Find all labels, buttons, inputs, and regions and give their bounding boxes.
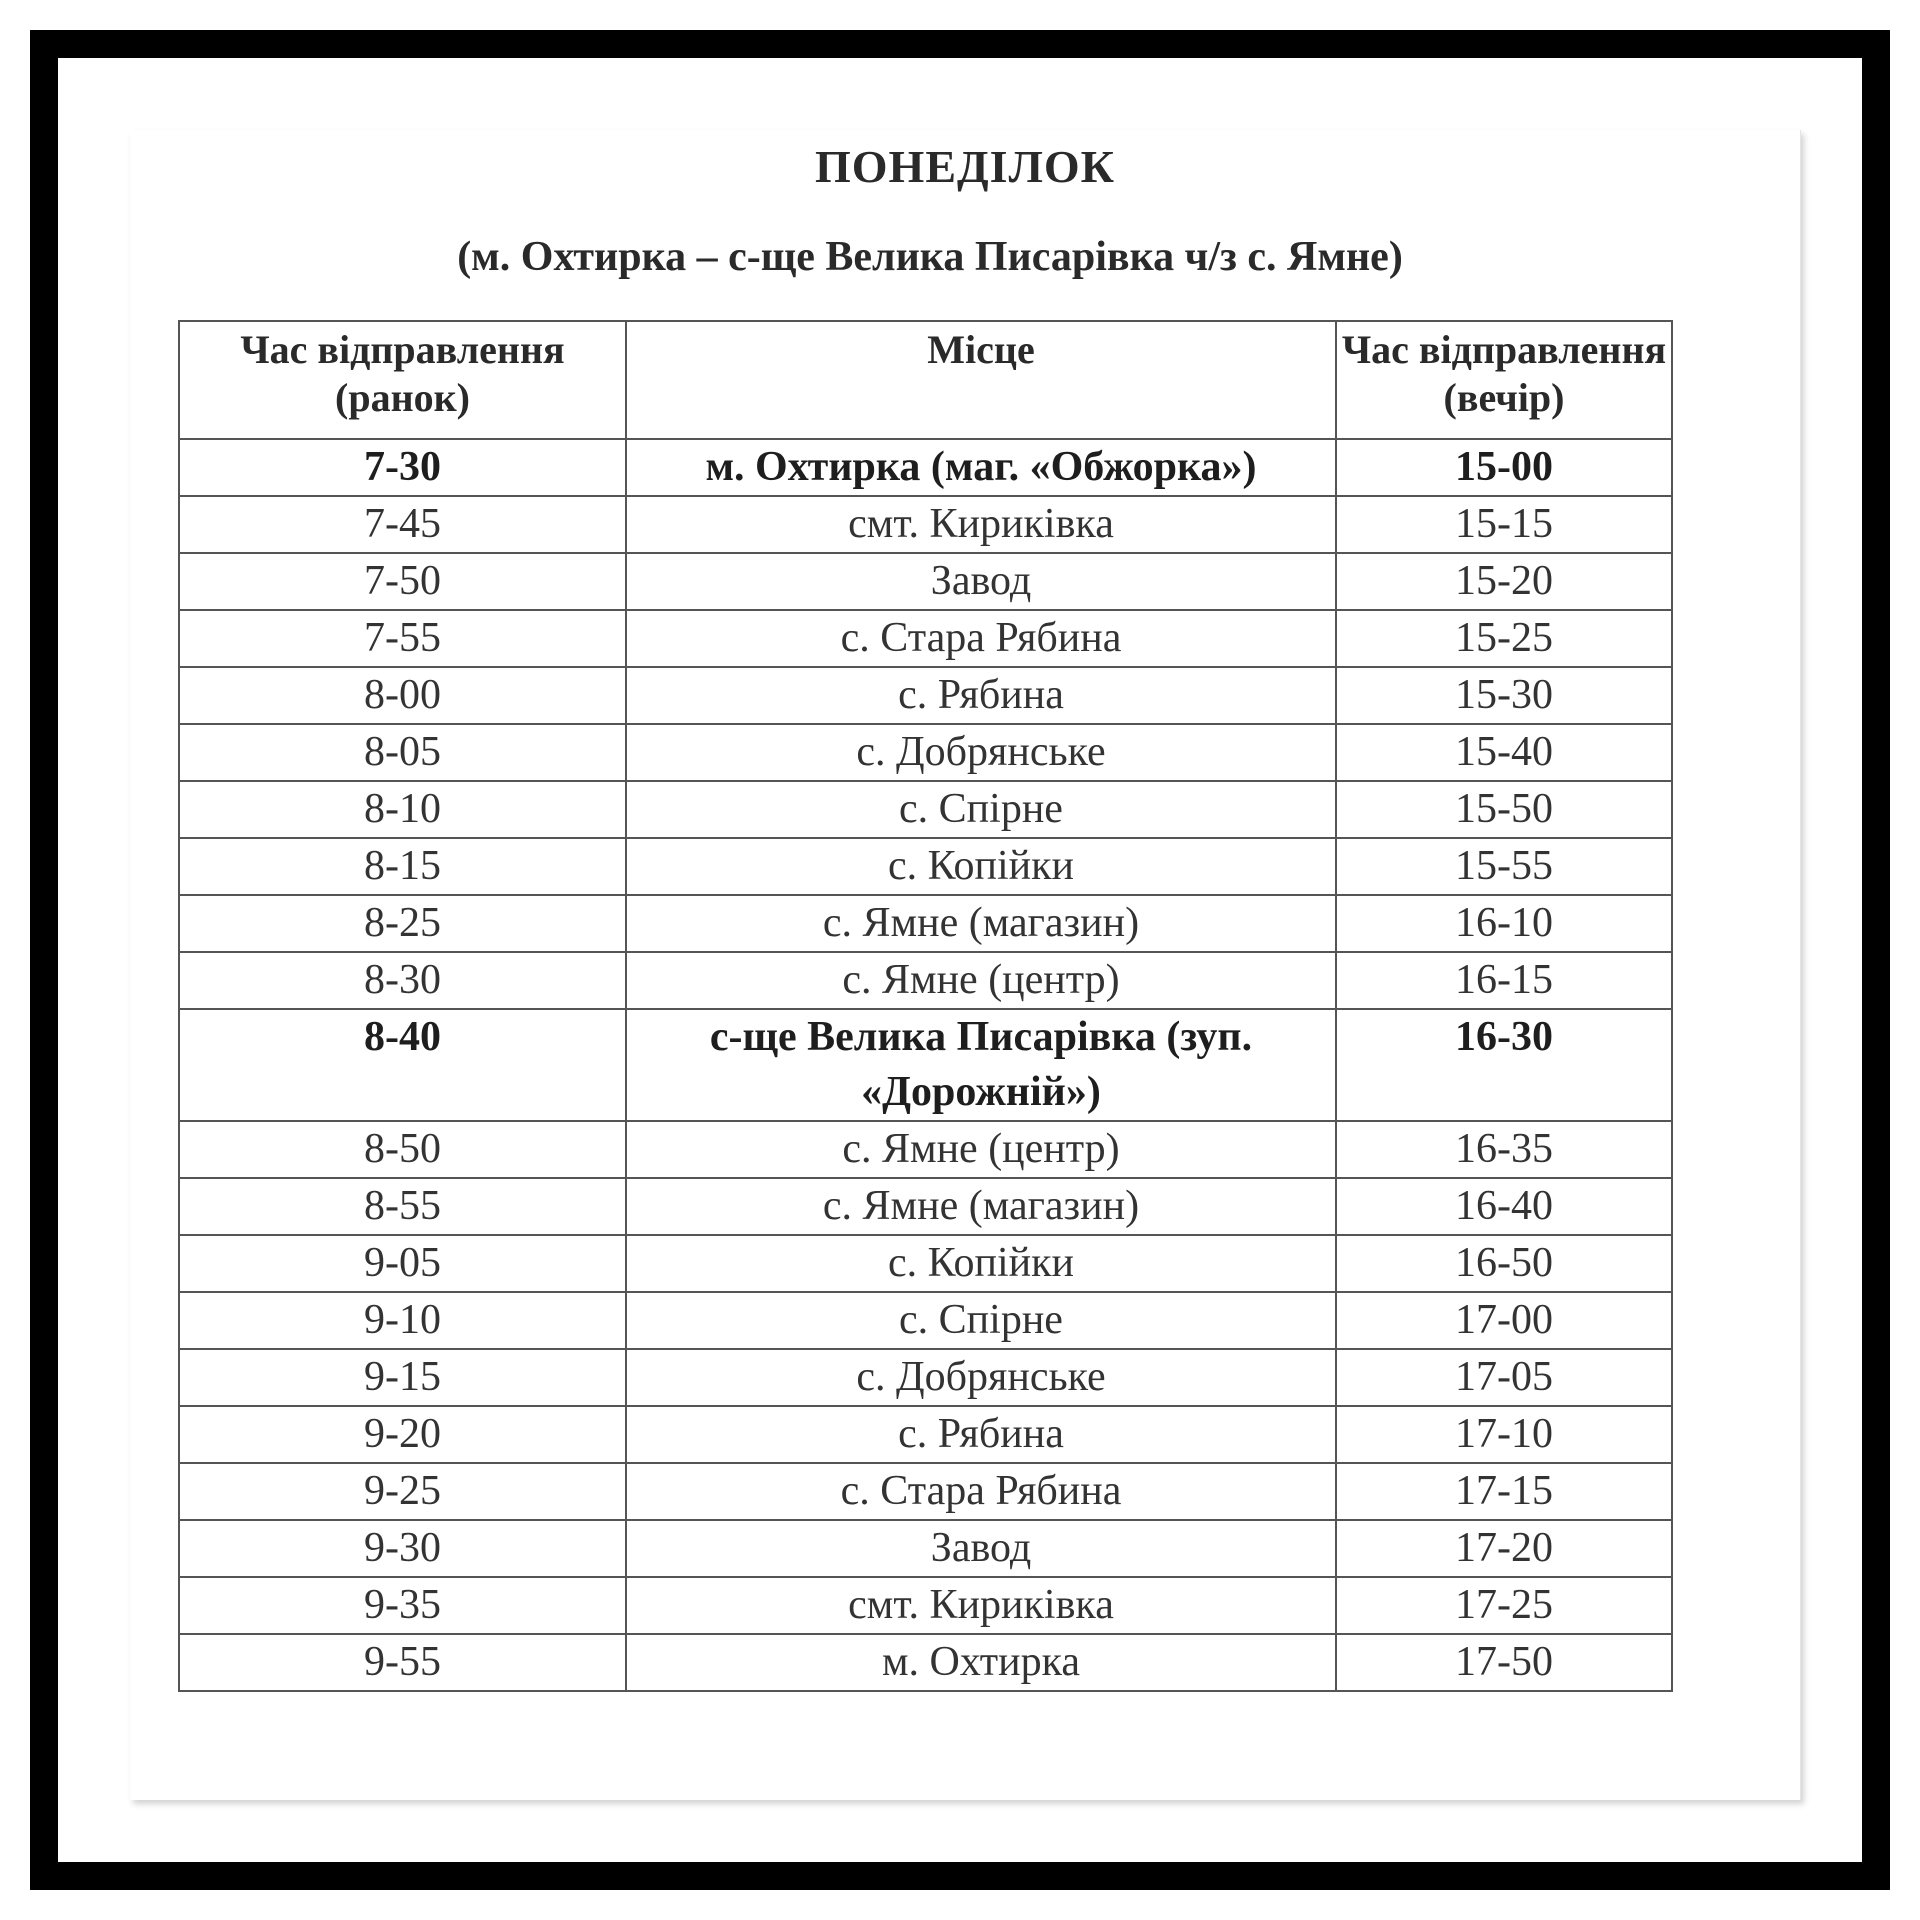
evening-time-cell: 15-30 [1336,667,1672,724]
place-cell: Завод [626,1520,1336,1577]
evening-time-cell: 17-10 [1336,1406,1672,1463]
place-cell: с. Ямне (центр) [626,1121,1336,1178]
table-row [179,724,1672,781]
table-row [179,781,1672,838]
schedule-table [178,320,1673,1692]
morning-time-cell: 8-55 [179,1178,626,1235]
evening-time-cell: 17-25 [1336,1577,1672,1634]
table-row [179,610,1672,667]
evening-time-cell: 16-50 [1336,1235,1672,1292]
table-row [179,1235,1672,1292]
table-row [179,439,1672,496]
morning-time-cell: 9-20 [179,1406,626,1463]
evening-time-cell: 16-10 [1336,895,1672,952]
evening-time-cell: 15-25 [1336,610,1672,667]
place-cell: смт. Кириківка [626,1577,1336,1634]
morning-time-cell: 8-25 [179,895,626,952]
morning-time-cell: 8-00 [179,667,626,724]
morning-time-cell: 9-05 [179,1235,626,1292]
morning-time-cell: 9-35 [179,1577,626,1634]
evening-time-cell: 15-50 [1336,781,1672,838]
place-cell: смт. Кириківка [626,496,1336,553]
evening-time-cell: 16-35 [1336,1121,1672,1178]
morning-time-cell: 8-15 [179,838,626,895]
evening-time-cell: 15-20 [1336,553,1672,610]
evening-time-cell: 17-20 [1336,1520,1672,1577]
table-row [179,1009,1672,1121]
place-cell: Завод [626,553,1336,610]
header-place: Місце [626,321,1336,439]
schedule-document [130,130,1801,1800]
morning-time-cell: 7-55 [179,610,626,667]
morning-time-cell: 9-30 [179,1520,626,1577]
route-subtitle: (м. Охтирка – с-ще Велика Писарівка ч/з с. Ямне) [457,234,1403,280]
morning-time-cell: 7-30 [179,439,626,496]
evening-time-cell: 16-15 [1336,952,1672,1009]
evening-time-cell: 15-15 [1336,496,1672,553]
morning-time-cell: 7-50 [179,553,626,610]
evening-time-cell: 17-50 [1336,1634,1672,1691]
table-row [179,1520,1672,1577]
evening-time-cell: 17-15 [1336,1463,1672,1520]
place-cell: м. Охтирка (маг. «Обжорка») [626,439,1336,496]
evening-time-cell: 17-05 [1336,1349,1672,1406]
evening-time-cell: 17-00 [1336,1292,1672,1349]
page-title: ПОНЕДІЛОК [815,141,1115,192]
table-row [179,1406,1672,1463]
evening-time-cell: 15-00 [1336,439,1672,496]
morning-time-cell: 9-10 [179,1292,626,1349]
place-cell: с. Спірне [626,1292,1336,1349]
morning-time-cell: 8-50 [179,1121,626,1178]
place-cell: с. Копійки [626,838,1336,895]
place-cell: с. Спірне [626,781,1336,838]
morning-time-cell: 8-40 [179,1009,626,1121]
place-cell: с. Ямне (магазин) [626,895,1336,952]
morning-time-cell: 9-15 [179,1349,626,1406]
table-row [179,1463,1672,1520]
place-cell: с. Рябина [626,1406,1336,1463]
table-row [179,496,1672,553]
evening-time-cell: 15-55 [1336,838,1672,895]
place-cell: с. Рябина [626,667,1336,724]
header-morning: Час відправлення (ранок) [179,321,626,439]
table-row [179,1292,1672,1349]
place-cell: с. Добрянське [626,724,1336,781]
table-row [179,1634,1672,1691]
header-evening: Час відправлення (вечір) [1336,321,1672,439]
table-row [179,1577,1672,1634]
place-cell: м. Охтирка [626,1634,1336,1691]
table-row [179,553,1672,610]
evening-time-cell: 16-30 [1336,1009,1672,1121]
place-cell: с-ще Велика Писарівка (зуп. «Дорожній») [626,1009,1336,1121]
table-row [179,667,1672,724]
schedule-body [179,439,1672,1691]
evening-time-cell: 15-40 [1336,724,1672,781]
place-cell: с. Ямне (центр) [626,952,1336,1009]
evening-time-cell: 16-40 [1336,1178,1672,1235]
place-cell: с. Ямне (магазин) [626,1178,1336,1235]
place-cell: с. Стара Рябина [626,610,1336,667]
table-row [179,1121,1672,1178]
morning-time-cell: 9-25 [179,1463,626,1520]
morning-time-cell: 8-05 [179,724,626,781]
table-row [179,952,1672,1009]
table-row [179,1349,1672,1406]
morning-time-cell: 9-55 [179,1634,626,1691]
table-row [179,838,1672,895]
table-row [179,1178,1672,1235]
place-cell: с. Стара Рябина [626,1463,1336,1520]
place-cell: с. Копійки [626,1235,1336,1292]
table-header-row [179,321,1672,439]
place-cell: с. Добрянське [626,1349,1336,1406]
table-row [179,895,1672,952]
morning-time-cell: 7-45 [179,496,626,553]
morning-time-cell: 8-30 [179,952,626,1009]
morning-time-cell: 8-10 [179,781,626,838]
